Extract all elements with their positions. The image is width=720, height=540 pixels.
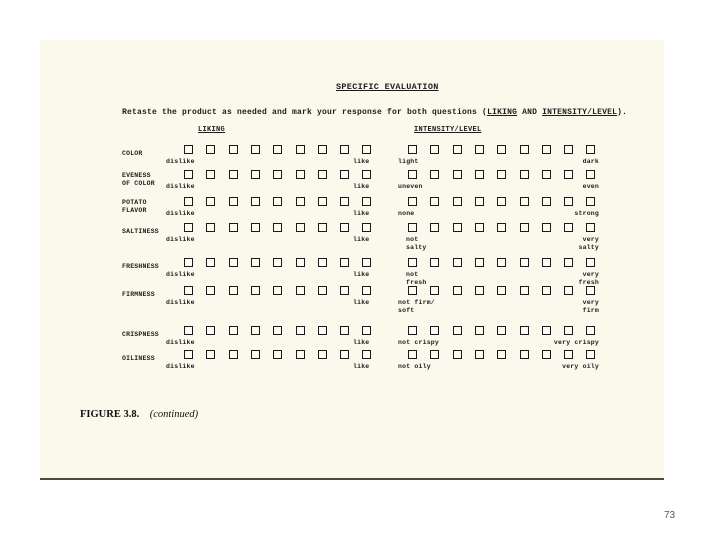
intensity-high-anchor — [574, 210, 599, 218]
intensity-low-anchor — [398, 183, 423, 191]
intensity-checkbox[interactable] — [586, 197, 595, 206]
intensity-high-anchor — [583, 158, 599, 166]
intensity-checkbox[interactable] — [586, 286, 595, 295]
liking-checkbox[interactable] — [184, 170, 193, 179]
intensity-high-anchor — [583, 183, 599, 191]
liking-checkbox[interactable] — [362, 326, 371, 335]
liking-checkbox[interactable] — [206, 286, 215, 295]
liking-low-anchor: dislike — [166, 236, 195, 243]
intensity-checkbox[interactable] — [430, 223, 439, 232]
liking-checkbox[interactable] — [273, 286, 282, 295]
intensity-checkbox[interactable] — [542, 350, 551, 359]
intensity-checkbox[interactable] — [542, 170, 551, 179]
liking-checkbox[interactable] — [340, 170, 349, 179]
intensity-low-anchor-line: uneven — [398, 183, 423, 190]
liking-checkbox[interactable] — [318, 286, 327, 295]
liking-checkbox[interactable] — [318, 223, 327, 232]
intensity-checkbox[interactable] — [430, 145, 439, 154]
attribute-label-line: COLOR — [122, 150, 143, 157]
intensity-checkbox[interactable] — [520, 258, 529, 267]
liking-checkbox[interactable] — [296, 286, 305, 295]
figure-note: (continued) — [149, 409, 199, 420]
liking-checkbox[interactable] — [273, 170, 282, 179]
liking-checkbox[interactable] — [251, 286, 260, 295]
liking-checkbox[interactable] — [229, 223, 238, 232]
liking-checkbox[interactable] — [340, 258, 349, 267]
attribute-label-line: FIRMNESS — [122, 291, 155, 298]
intensity-low-anchor — [406, 236, 427, 252]
intensity-high-anchor — [554, 339, 599, 347]
intensity-checkbox[interactable] — [520, 223, 529, 232]
liking-checkbox[interactable] — [340, 223, 349, 232]
form-title: SPECIFIC EVALUATION — [336, 82, 439, 92]
liking-checkbox[interactable] — [251, 170, 260, 179]
intensity-checkbox[interactable] — [475, 350, 484, 359]
liking-checkbox[interactable] — [251, 197, 260, 206]
intensity-checkbox[interactable] — [453, 145, 462, 154]
intensity-checkbox[interactable] — [408, 350, 417, 359]
intensity-high-anchor-line: fresh — [578, 279, 599, 286]
intensity-low-anchor-line: light — [398, 158, 419, 165]
instruction-liking: LIKING — [487, 108, 518, 117]
intensity-high-anchor-line: very crispy — [553, 339, 599, 346]
intensity-checkbox[interactable] — [520, 145, 529, 154]
liking-checkbox[interactable] — [340, 286, 349, 295]
scanned-page — [40, 40, 664, 480]
intensity-checkbox[interactable] — [586, 258, 595, 267]
intensity-checkbox[interactable] — [430, 170, 439, 179]
intensity-header: INTENSITY/LEVEL — [414, 126, 482, 134]
liking-checkbox[interactable] — [318, 350, 327, 359]
intensity-checkbox[interactable] — [430, 350, 439, 359]
intensity-checkbox[interactable] — [408, 145, 417, 154]
liking-checkbox[interactable] — [318, 197, 327, 206]
intensity-low-anchor-line: fresh — [406, 279, 427, 286]
attribute-label-line: FLAVOR — [122, 207, 147, 214]
intensity-checkbox[interactable] — [520, 350, 529, 359]
liking-checkbox[interactable] — [251, 350, 260, 359]
attribute-label — [122, 150, 143, 158]
liking-checkbox[interactable] — [296, 350, 305, 359]
intensity-high-anchor-line: very oily — [562, 363, 599, 370]
liking-checkbox[interactable] — [362, 145, 371, 154]
intensity-checkbox[interactable] — [475, 326, 484, 335]
intensity-checkbox[interactable] — [564, 197, 573, 206]
liking-checkbox[interactable] — [184, 197, 193, 206]
intensity-low-anchor-line: not oily — [398, 363, 431, 370]
liking-checkbox[interactable] — [229, 326, 238, 335]
liking-checkbox[interactable] — [273, 326, 282, 335]
liking-checkbox[interactable] — [362, 350, 371, 359]
intensity-checkbox[interactable] — [520, 326, 529, 335]
intensity-checkbox[interactable] — [542, 145, 551, 154]
intensity-low-anchor-line: soft — [398, 307, 415, 314]
intensity-low-anchor-line: none — [398, 210, 415, 217]
liking-high-anchor: like — [353, 236, 370, 243]
intensity-checkbox[interactable] — [497, 326, 506, 335]
liking-checkbox[interactable] — [184, 223, 193, 232]
instruction-text: Retaste the product as needed and mark your response for both questions ( — [122, 108, 488, 117]
intensity-checkbox[interactable] — [475, 145, 484, 154]
liking-checkbox[interactable] — [229, 286, 238, 295]
liking-checkbox[interactable] — [362, 286, 371, 295]
liking-checkbox[interactable] — [206, 350, 215, 359]
liking-checkbox[interactable] — [184, 145, 193, 154]
intensity-high-anchor-line: dark — [582, 158, 599, 165]
intensity-checkbox[interactable] — [542, 223, 551, 232]
liking-checkbox[interactable] — [296, 170, 305, 179]
liking-checkbox[interactable] — [273, 145, 282, 154]
intensity-checkbox[interactable] — [453, 223, 462, 232]
intensity-low-anchor-line: not — [406, 271, 419, 278]
intensity-checkbox[interactable] — [564, 170, 573, 179]
intensity-checkbox[interactable] — [564, 350, 573, 359]
intensity-high-anchor-line: strong — [574, 210, 599, 217]
liking-checkbox[interactable] — [229, 197, 238, 206]
attribute-label — [122, 263, 159, 271]
liking-high-anchor: like — [353, 363, 370, 370]
intensity-checkbox[interactable] — [520, 170, 529, 179]
intensity-checkbox[interactable] — [564, 223, 573, 232]
liking-checkbox[interactable] — [296, 258, 305, 267]
attribute-label-line: OILINESS — [122, 355, 155, 362]
intensity-checkbox[interactable] — [497, 223, 506, 232]
liking-checkbox[interactable] — [229, 258, 238, 267]
liking-checkbox[interactable] — [273, 197, 282, 206]
liking-checkbox[interactable] — [362, 258, 371, 267]
instruction-end: ). — [617, 108, 628, 117]
page-number: 73 — [664, 510, 676, 521]
liking-checkbox[interactable] — [184, 350, 193, 359]
liking-checkbox[interactable] — [340, 145, 349, 154]
liking-checkbox[interactable] — [206, 170, 215, 179]
intensity-checkbox[interactable] — [408, 326, 417, 335]
liking-checkbox[interactable] — [340, 326, 349, 335]
intensity-checkbox[interactable] — [542, 326, 551, 335]
intensity-checkbox[interactable] — [586, 326, 595, 335]
liking-checkbox[interactable] — [206, 223, 215, 232]
intensity-checkbox[interactable] — [453, 350, 462, 359]
intensity-checkbox[interactable] — [497, 258, 506, 267]
liking-checkbox[interactable] — [318, 258, 327, 267]
liking-low-anchor: dislike — [166, 183, 195, 190]
liking-checkbox[interactable] — [318, 145, 327, 154]
intensity-checkbox[interactable] — [453, 197, 462, 206]
liking-checkbox[interactable] — [273, 350, 282, 359]
instruction-and: AND — [517, 108, 543, 117]
liking-checkbox[interactable] — [229, 145, 238, 154]
liking-checkbox[interactable] — [206, 145, 215, 154]
intensity-checkbox[interactable] — [564, 286, 573, 295]
intensity-checkbox[interactable] — [497, 350, 506, 359]
intensity-checkbox[interactable] — [408, 197, 417, 206]
liking-checkbox[interactable] — [318, 326, 327, 335]
liking-low-anchor: dislike — [166, 339, 195, 346]
intensity-checkbox[interactable] — [564, 145, 573, 154]
liking-checkbox[interactable] — [251, 326, 260, 335]
intensity-low-anchor-line: not crispy — [398, 339, 440, 346]
liking-checkbox[interactable] — [296, 145, 305, 154]
intensity-high-anchor-line: salty — [578, 244, 599, 251]
intensity-high-anchor — [578, 271, 599, 287]
liking-low-anchor: dislike — [166, 363, 195, 370]
intensity-checkbox[interactable] — [586, 170, 595, 179]
liking-checkbox[interactable] — [206, 326, 215, 335]
liking-checkbox[interactable] — [251, 223, 260, 232]
attribute-label — [122, 291, 155, 299]
liking-high-anchor: like — [353, 210, 370, 217]
liking-checkbox[interactable] — [318, 170, 327, 179]
liking-checkbox[interactable] — [296, 326, 305, 335]
intensity-checkbox[interactable] — [408, 170, 417, 179]
attribute-label — [122, 331, 159, 339]
form-instruction — [122, 108, 627, 117]
intensity-low-anchor — [398, 363, 431, 371]
intensity-checkbox[interactable] — [586, 350, 595, 359]
liking-low-anchor: dislike — [166, 299, 195, 306]
liking-low-anchor: dislike — [166, 271, 195, 278]
intensity-checkbox[interactable] — [453, 258, 462, 267]
liking-checkbox[interactable] — [296, 223, 305, 232]
liking-checkbox[interactable] — [184, 326, 193, 335]
liking-high-anchor: like — [353, 158, 370, 165]
intensity-high-anchor-line: very — [582, 271, 599, 278]
intensity-checkbox[interactable] — [475, 286, 484, 295]
intensity-low-anchor — [398, 299, 435, 315]
attribute-label-line: POTATO — [122, 199, 147, 206]
intensity-checkbox[interactable] — [430, 286, 439, 295]
intensity-checkbox[interactable] — [475, 197, 484, 206]
intensity-checkbox[interactable] — [408, 286, 417, 295]
liking-checkbox[interactable] — [296, 197, 305, 206]
intensity-checkbox[interactable] — [430, 197, 439, 206]
liking-checkbox[interactable] — [362, 223, 371, 232]
attribute-label-line: EVENESS — [122, 172, 151, 179]
liking-checkbox[interactable] — [273, 258, 282, 267]
intensity-high-anchor-line: very — [582, 299, 599, 306]
instruction-intensity: INTENSITY/LEVEL — [542, 108, 618, 117]
intensity-checkbox[interactable] — [542, 258, 551, 267]
intensity-checkbox[interactable] — [564, 258, 573, 267]
intensity-low-anchor-line: salty — [406, 244, 427, 251]
intensity-low-anchor — [398, 210, 414, 218]
intensity-low-anchor-line: not firm/ — [398, 299, 435, 306]
intensity-checkbox[interactable] — [453, 326, 462, 335]
liking-checkbox[interactable] — [229, 170, 238, 179]
figure-caption — [80, 409, 198, 420]
liking-checkbox[interactable] — [273, 223, 282, 232]
liking-header: LIKING — [198, 126, 226, 134]
attribute-label-line: FRESHNESS — [122, 263, 159, 270]
intensity-low-anchor — [398, 339, 439, 347]
intensity-checkbox[interactable] — [586, 223, 595, 232]
liking-checkbox[interactable] — [184, 286, 193, 295]
liking-checkbox[interactable] — [206, 258, 215, 267]
liking-checkbox[interactable] — [362, 170, 371, 179]
liking-checkbox[interactable] — [184, 258, 193, 267]
attribute-label-line: OF COLOR — [122, 180, 155, 187]
intensity-checkbox[interactable] — [453, 286, 462, 295]
intensity-checkbox[interactable] — [408, 258, 417, 267]
intensity-low-anchor-line: not — [406, 236, 419, 243]
intensity-checkbox[interactable] — [430, 326, 439, 335]
intensity-checkbox[interactable] — [542, 286, 551, 295]
intensity-checkbox[interactable] — [497, 145, 506, 154]
intensity-checkbox[interactable] — [430, 258, 439, 267]
intensity-high-anchor — [562, 363, 599, 371]
intensity-checkbox[interactable] — [475, 223, 484, 232]
intensity-high-anchor-line: firm — [582, 307, 599, 314]
intensity-high-anchor-line: very — [582, 236, 599, 243]
liking-high-anchor: like — [353, 299, 370, 306]
liking-checkbox[interactable] — [206, 197, 215, 206]
figure-number: FIGURE 3.8. — [80, 409, 140, 420]
intensity-checkbox[interactable] — [497, 286, 506, 295]
attribute-label — [122, 199, 147, 215]
attribute-label — [122, 228, 159, 236]
attribute-label-line: SALTINESS — [122, 228, 159, 235]
liking-high-anchor: like — [353, 271, 370, 278]
intensity-high-anchor — [583, 299, 599, 315]
intensity-checkbox[interactable] — [520, 197, 529, 206]
intensity-checkbox[interactable] — [586, 145, 595, 154]
attribute-label-line: CRISPNESS — [122, 331, 159, 338]
intensity-low-anchor — [406, 271, 427, 287]
liking-low-anchor: dislike — [166, 210, 195, 217]
intensity-high-anchor-line: even — [582, 183, 599, 190]
attribute-label — [122, 172, 155, 188]
liking-low-anchor: dislike — [166, 158, 195, 165]
intensity-checkbox[interactable] — [564, 326, 573, 335]
intensity-checkbox[interactable] — [520, 286, 529, 295]
liking-checkbox[interactable] — [251, 145, 260, 154]
intensity-checkbox[interactable] — [497, 197, 506, 206]
attribute-label — [122, 355, 155, 363]
liking-checkbox[interactable] — [229, 350, 238, 359]
liking-checkbox[interactable] — [340, 197, 349, 206]
liking-checkbox[interactable] — [251, 258, 260, 267]
intensity-checkbox[interactable] — [475, 258, 484, 267]
intensity-low-anchor — [398, 158, 419, 166]
liking-checkbox[interactable] — [340, 350, 349, 359]
liking-high-anchor: like — [353, 339, 370, 346]
intensity-checkbox[interactable] — [497, 170, 506, 179]
intensity-checkbox[interactable] — [453, 170, 462, 179]
liking-checkbox[interactable] — [362, 197, 371, 206]
intensity-checkbox[interactable] — [475, 170, 484, 179]
liking-high-anchor: like — [353, 183, 370, 190]
intensity-high-anchor — [578, 236, 599, 252]
intensity-checkbox[interactable] — [542, 197, 551, 206]
intensity-checkbox[interactable] — [408, 223, 417, 232]
